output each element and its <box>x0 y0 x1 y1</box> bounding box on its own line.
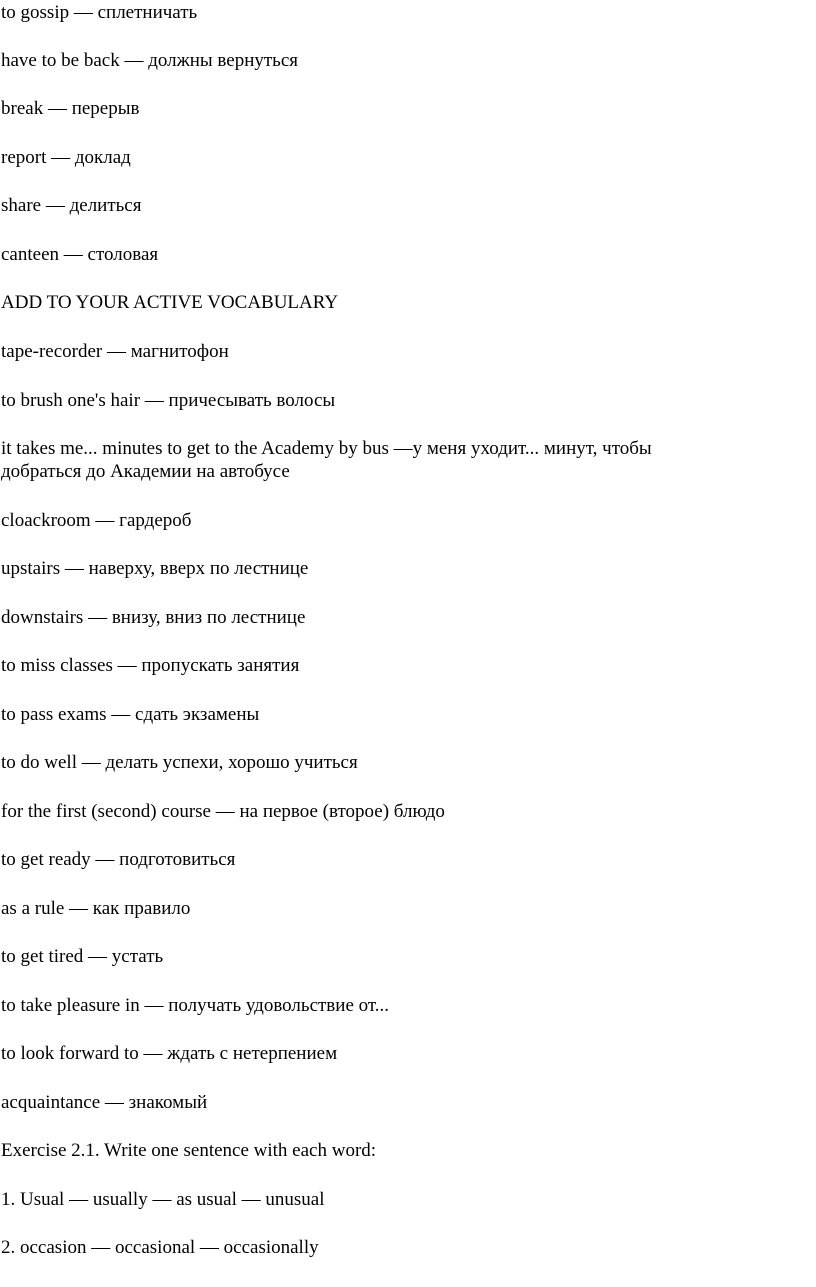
vocab-entry-share: share — делиться <box>1 195 142 216</box>
vocab-entry-break: break — перерыв <box>1 98 140 119</box>
vocab-entry-do-well: to do well — делать успехи, хорошо учиться <box>1 752 358 773</box>
vocab-entry-first-course: for the first (second) course — на первое (второе) блюдо <box>1 801 445 822</box>
vocab-entry-it-takes-me: it takes me... minutes to get to the Academy by bus —у меня уходит... минут, чтобы <box>1 438 652 459</box>
vocab-entry-gossip: to gossip — сплетничать <box>1 2 198 23</box>
section-heading-active-vocabulary: ADD TO YOUR ACTIVE VOCABULARY <box>1 292 339 313</box>
vocab-entry-cloakroom: cloackroom — гардероб <box>1 510 192 531</box>
vocab-entry-pass-exams: to pass exams — сдать экзамены <box>1 704 260 725</box>
vocab-entry-get-tired: to get tired — устать <box>1 946 164 967</box>
vocab-entry-acquaintance: acquaintance — знакомый <box>1 1092 208 1113</box>
vocab-entry-get-ready: to get ready — подготовиться <box>1 849 236 870</box>
vocab-entry-tape-recorder: tape-recorder — магнитофон <box>1 341 229 362</box>
vocab-entry-as-a-rule: as a rule — как правило <box>1 898 191 919</box>
vocab-entry-have-to-be-back: have to be back — должны вернуться <box>1 50 299 71</box>
vocab-entry-canteen: canteen — столовая <box>1 244 159 265</box>
exercise-item-1: 1. Usual — usually — as usual — unusual <box>1 1189 325 1210</box>
vocab-entry-look-forward: to look forward to — ждать с нетерпением <box>1 1043 338 1064</box>
vocab-entry-it-takes-me-continued: добраться до Академии на автобусе <box>1 461 290 482</box>
vocab-entry-miss-classes: to miss classes — пропускать занятия <box>1 655 300 676</box>
exercise-heading: Exercise 2.1. Write one sentence with each word: <box>1 1140 377 1161</box>
exercise-item-2: 2. occasion — occasional — occasionally <box>1 1237 319 1258</box>
vocab-entry-upstairs: upstairs — наверху, вверх по лестнице <box>1 558 309 579</box>
vocab-entry-downstairs: downstairs — внизу, вниз по лестнице <box>1 607 306 628</box>
vocab-entry-report: report — доклад <box>1 147 131 168</box>
vocab-entry-take-pleasure: to take pleasure in — получать удовольствие от... <box>1 995 390 1016</box>
vocab-entry-brush-hair: to brush one's hair — причесывать волосы <box>1 390 336 411</box>
